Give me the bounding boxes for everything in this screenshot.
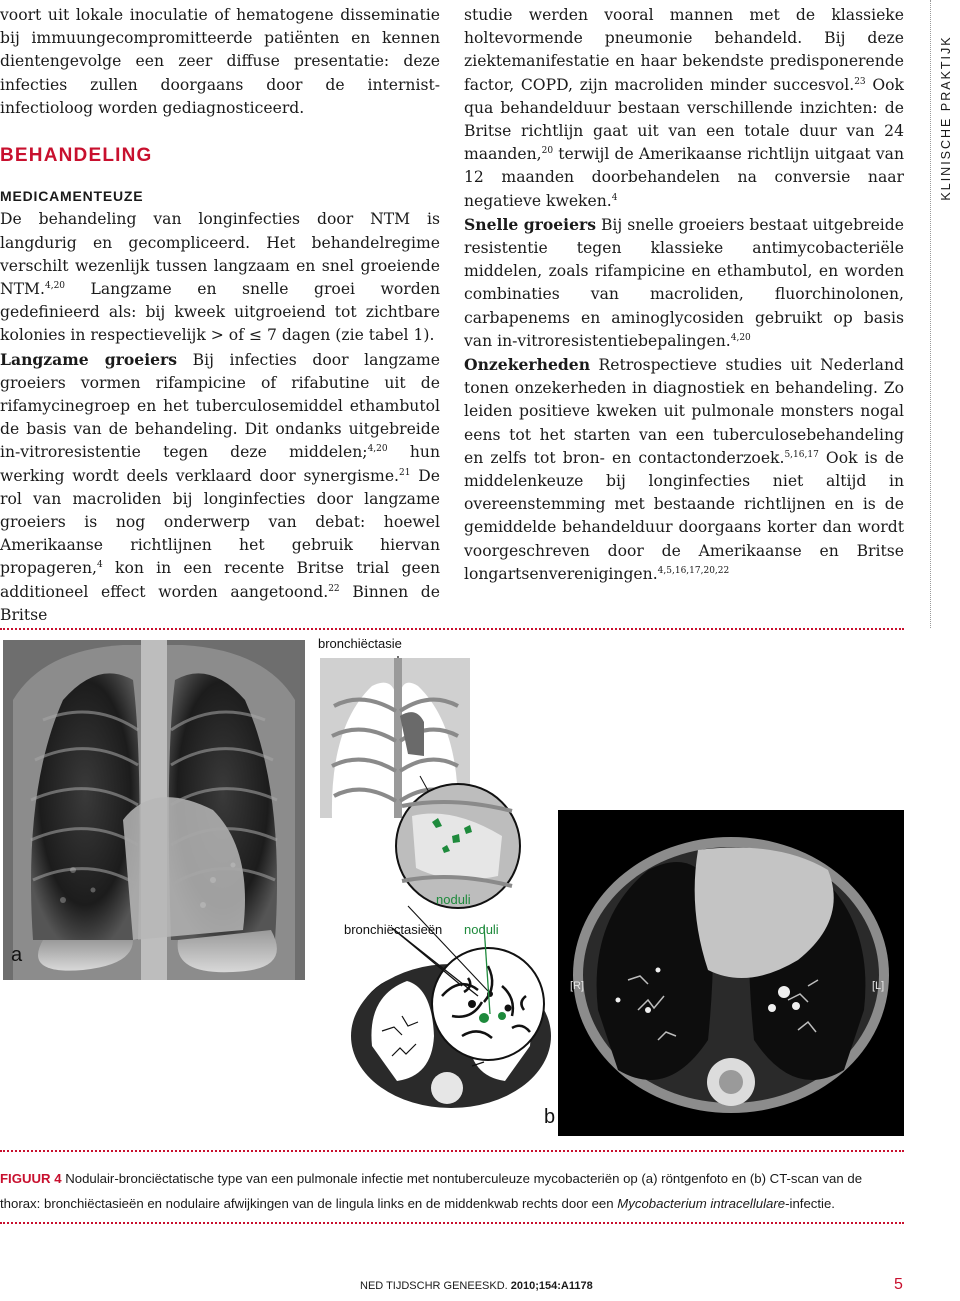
paragraph-text: Bij infecties door langzame groeiers vormen rifampicine of rifabutine uit de rifamycinegroep en het tuberculosemiddel ethambutol de basis van de behandeling. Dit ondanks uitgebreide in-vitroresistentie tegen deze middelen; [0, 350, 440, 462]
paragraph-britse-studie [464, 4, 904, 213]
side-divider [930, 0, 931, 628]
paragraph-text: Binnen de Britse [0, 582, 440, 624]
figure-caption [0, 1166, 904, 1216]
figure-label: FIGUUR 4 [0, 1171, 62, 1186]
reference-superscript: 20 [541, 146, 554, 157]
schematic-diagrams [312, 636, 552, 1136]
panel-a-letter: a [11, 944, 23, 966]
caption-bottom-rule [0, 1222, 904, 1224]
left-column [0, 4, 440, 627]
chest-xray-illustration [3, 640, 305, 980]
reference-superscript: 5,16,17 [784, 449, 819, 460]
paragraph-langzame-groeiers [0, 348, 440, 627]
paragraph-text: Retrospectieve studies uit Nederland tonen onzekerheden in diagnostiek en behandeling. Zo leiden positieve kweken uit pulmonale monsters nogal eens tot het starten van een tuberculosebehandeling en zelfs tot bron- en contactonderzoek. [464, 356, 904, 467]
caption-top-rule [0, 1150, 904, 1152]
section-side-label [936, 18, 956, 218]
paragraph-lead-term: Langzame groeiers [0, 349, 178, 369]
journal-volume: 2010;154:A1178 [510, 1280, 593, 1292]
reference-superscript: 4,20 [44, 281, 66, 292]
label-bronchiectasieen: bronchiëctasieën [344, 922, 443, 937]
paragraph-text: terwijl de Amerikaanse richtlijn uitgaat van 12 maanden doorbehandelen na conversie naar negatieve kweken. [464, 145, 904, 210]
paragraph-text: Bij snelle groeiers bestaat uitgebreide resistentie tegen klassieke antimycobacteriële middelen, zoals rifampicine en ethambutol, en worden combinaties van macroliden, fluorchinolonen, carbapenems en aminoglycosiden gebruikt op basis van in-vitroresistentiebepalingen. [464, 215, 905, 350]
chest-xray-image [3, 640, 305, 980]
journal-citation [360, 1280, 593, 1292]
reference-superscript: 4,20 [367, 444, 388, 455]
reference-superscript: 22 [328, 583, 340, 594]
label-bronchiectasie: bronchiëctasie [318, 636, 402, 651]
paragraph-intro: voort uit lokale inoculatie of hematogene disseminatie bij immuungecompromitteerde patiënten en kennen dientengevolge een zeer diffuse presentatie: deze infecties zullen doorgaans door de internist-infectioloog worden gediagnosticeerd. [0, 6, 440, 117]
reference-superscript: 4 [97, 560, 103, 571]
ct-right-marker: [R] [570, 980, 585, 992]
paragraph-behandeling [0, 208, 440, 347]
reference-superscript: 4 [611, 192, 618, 203]
side-label-text: KLINISCHE PRAKTIJK [939, 35, 953, 201]
paragraph-onzekerheden [464, 353, 904, 586]
ct-scan-image [544, 810, 904, 1136]
caption-text: -infectie. [785, 1196, 835, 1211]
ct-scan-illustration [558, 810, 904, 1136]
label-noduli: noduli [464, 922, 499, 937]
paragraph-text: De behandeling van longinfecties door NTM is langdurig en gecompliceerd. Het behandelregime verschilt wezenlijk tussen langzaam en snel groeiende NTM. [0, 210, 440, 299]
schematic-illustration [312, 636, 552, 1136]
paragraph-text: De rol van macroliden bij longinfecties door langzame groeiers is nog onderwerp van debat: hoewel Amerikaanse richtlijnen het gebruik hiervan propageren, [0, 466, 440, 578]
right-column [464, 4, 904, 586]
paragraph-text: kon in een recente Britse trial geen additioneel effect worden aangetoond. [0, 559, 440, 601]
paragraph-text: studie werden vooral mannen met de klassieke holtevormende pneumonie behandeld. Bij deze ziektemanifestatie en haar bekendste predisponerende factor, COPD, zijn macroliden minder succesvol. [464, 6, 904, 94]
subsection-title-medicamenteuze: MEDICAMENTEUZE [0, 188, 144, 205]
panel-b-letter: b [544, 1106, 556, 1128]
paragraph-lead-term: Snelle groeiers [464, 214, 597, 234]
reference-superscript: 23 [854, 76, 866, 87]
journal-name: NED TIJDSCHR GENEESKD. [360, 1280, 508, 1292]
paragraph-text: Ook qua behandelduur bestaan verschillende inzichten: de Britse richtlijn gaat uit van een totale duur van 24 maanden, [464, 75, 904, 164]
label-noduli-top: noduli [436, 892, 471, 907]
paragraph-lead-term: Onzekerheden [464, 355, 591, 375]
page-number: 5 [894, 1276, 903, 1293]
reference-superscript: 4,5,16,17,20,22 [657, 565, 730, 576]
reference-superscript: 21 [399, 467, 411, 478]
caption-text: Nodulair-bronciëctatische type van een pulmonale infectie met nontuberculeuze mycobacteriën op (a) röntgenfoto en (b) CT-scan van de thorax: bronchiëctasieën en nodulaire afwijkingen van de lingula links en de middenkwab rechts door een [0, 1171, 863, 1211]
reference-superscript: 4,20 [730, 332, 751, 343]
paragraph-text: Ook is de middelenkeuze bij longinfecties niet altijd in overeenstemming met bestaande richtlijnen en is de gemiddelde behandelduur doorgaans korter dan wordt voorgeschreven door de Amerikaanse en Britse longartsenverenigingen. [464, 448, 904, 583]
paragraph-snelle-groeiers [464, 213, 904, 353]
caption-species: Mycobacterium intracellulare [617, 1196, 786, 1211]
section-title-behandeling: BEHANDELING [0, 145, 153, 167]
figure-top-rule [0, 628, 904, 630]
paragraph-text: Langzame en snelle groei worden gedefinieerd als: bij kweek uitgroeiend tot zichtbare kolonies in respectievelijk > of ≤ 7 dagen (zie tabel 1). [0, 280, 440, 345]
paragraph-text: hun werking wordt deels verklaard door synergisme. [0, 443, 440, 485]
ct-left-marker: [L] [872, 980, 885, 992]
